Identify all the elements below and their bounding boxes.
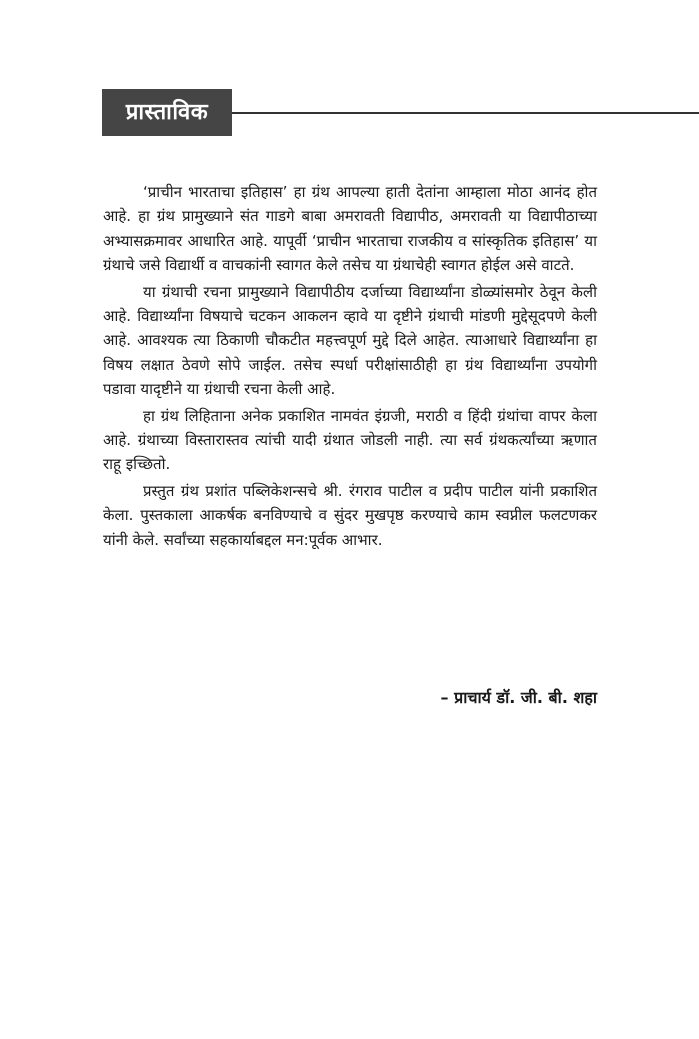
paragraph-acknowledgement: प्रस्तुत ग्रंथ प्रशांत पब्लिकेशन्सचे श्री. रंगराव पाटील व प्रदीप पाटील यांनी प्रकाशित केला. पुस्तकाला आकर्षक बनविण्याचे व सुंदर मुखपृष्ठ करण्याचे काम स्वप्नील फलटणकर यांनी केले. सर्वांच्या सहकार्याबद्दल मन:पूर्वक आभार. — [103, 481, 597, 549]
header-rule — [232, 112, 699, 114]
section-header — [102, 89, 699, 136]
paragraph-intro: ‘प्राचीन भारताचा इतिहास’ हा ग्रंथ आपल्या हाती देतांना आम्हाला मोठा आनंद होत आहे. हा ग्रंथ प्रामुख्याने संत गाडगे बाबा अमरावती विद्यापीठ, अमरावती या विद्यापीठाच्या अभ्यासक्रमावर आधारित आहे. यापूर्वी ‘प्राचीन भारताचा राजकीय व सांस्कृतिक इतिहास’ या ग्रंथाचे जसे विद्यार्थी व वाचकांनी स्वागत केले तसेच या ग्रंथाचेही स्वागत होईल असे वाटते. — [103, 183, 597, 275]
author-signature: – प्राचार्य डॉ. जी. बी. शहा — [440, 688, 597, 707]
preface-body — [103, 180, 597, 554]
paragraph-references: हा ग्रंथ लिहिताना अनेक प्रकाशित नामवंत इंग्रजी, मराठी व हिंदी ग्रंथांचा वापर केला आहे. ग्रंथाच्या विस्तारास्तव त्यांची यादी ग्रंथात जोडली नाही. त्या सर्व ग्रंथकर्त्यांच्या ऋणात राहू इच्छितो. — [103, 406, 597, 474]
page-title: प्रास्ताविक — [102, 89, 232, 136]
paragraph-structure: या ग्रंथाची रचना प्रामुख्याने विद्यापीठीय दर्जाच्या विद्यार्थ्यांना डोळ्यांसमोर ठेवून केली आहे. विद्यार्थ्यांना विषयाचे चटकन आकलन व्हावे या दृष्टीने ग्रंथाची मांडणी मुद्देसूदपणे केली आहे. आवश्यक त्या ठिकाणी चौकटीत महत्त्वपूर्ण मुद्दे दिले आहेत. त्याआधारे विद्यार्थ्यांना हा विषय लक्षात ठेवणे सोपे जाईल. तसेच स्पर्धा परीक्षांसाठीही हा ग्रंथ विद्यार्थ्यांना उपयोगी पडावा यादृष्टीने या ग्रंथाची रचना केली आहे. — [103, 282, 597, 399]
